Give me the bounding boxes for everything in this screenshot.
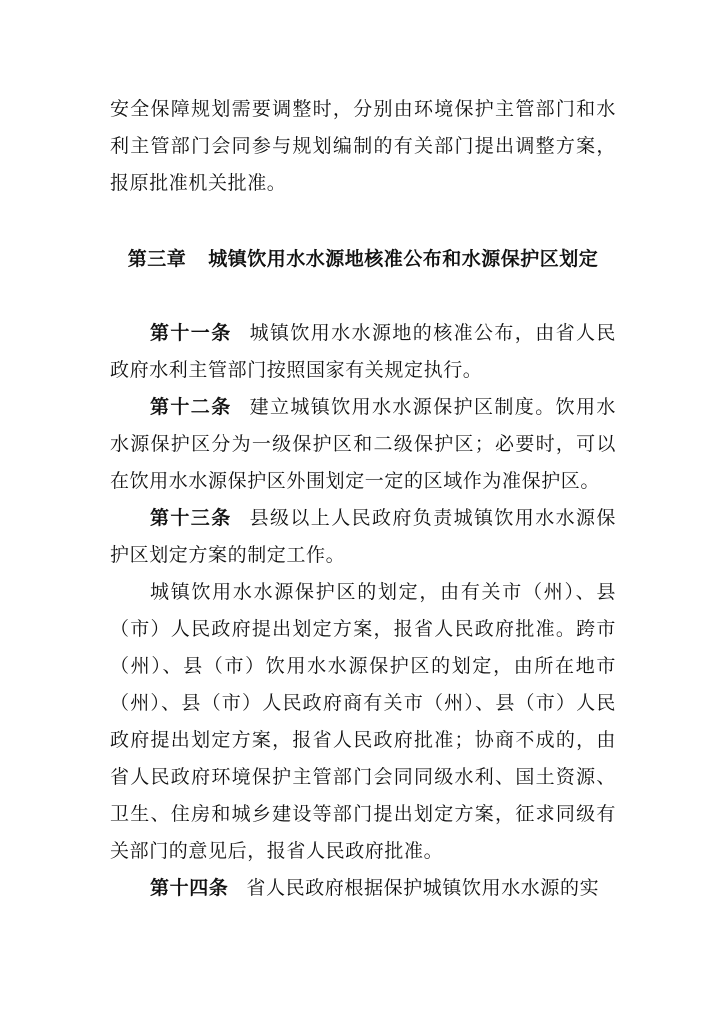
article-13-continuation xyxy=(110,574,616,870)
article-12 xyxy=(110,389,616,500)
chapter-heading xyxy=(110,241,616,278)
chapter-number: 第三章 xyxy=(127,248,187,270)
article-11 xyxy=(110,315,616,389)
article-13-text: 县级以上人民政府负责城镇饮用水水源保护区划定方案的制定工作。 xyxy=(110,507,616,566)
article-11-label: 第十一条 xyxy=(150,322,232,344)
article-13 xyxy=(110,500,616,574)
article-13-continuation-text: 城镇饮用水水源保护区的划定，由有关市（州）、县（市）人民政府提出划定方案，报省人民政府批准。跨市（州）、县（市）饮用水水源保护区的划定，由所在地市（州）、县（市）人民政府商有关市（州）、县（市）人民政府提出划定方案，报省人民政府批准；协商不成的，由省人民政府环境保护主管部门会同同级水利、国土资源、卫生、住房和城乡建设等部门提出划定方案，征求同级有关部门的意见后，报省人民政府批准。 xyxy=(110,581,616,862)
article-14 xyxy=(110,870,616,907)
carryover-paragraph xyxy=(110,91,616,202)
article-11-text: 城镇饮用水水源地的核准公布，由省人民政府水利主管部门按照国家有关规定执行。 xyxy=(110,322,616,381)
chapter-title: 城镇饮用水水源地核准公布和水源保护区划定 xyxy=(208,248,599,270)
article-14-label: 第十四条 xyxy=(150,877,229,899)
article-13-label: 第十三条 xyxy=(150,507,232,529)
carryover-text: 安全保障规划需要调整时，分别由环境保护主管部门和水利主管部门会同参与规划编制的有关部门提出调整方案，报原批准机关批准。 xyxy=(110,98,616,194)
article-12-label: 第十二条 xyxy=(150,396,232,418)
article-14-text: 省人民政府根据保护城镇饮用水水源的实 xyxy=(246,877,600,899)
article-12-text: 建立城镇饮用水水源保护区制度。饮用水水源保护区分为一级保护区和二级保护区；必要时，可以在饮用水水源保护区外围划定一定的区域作为准保护区。 xyxy=(110,396,616,492)
